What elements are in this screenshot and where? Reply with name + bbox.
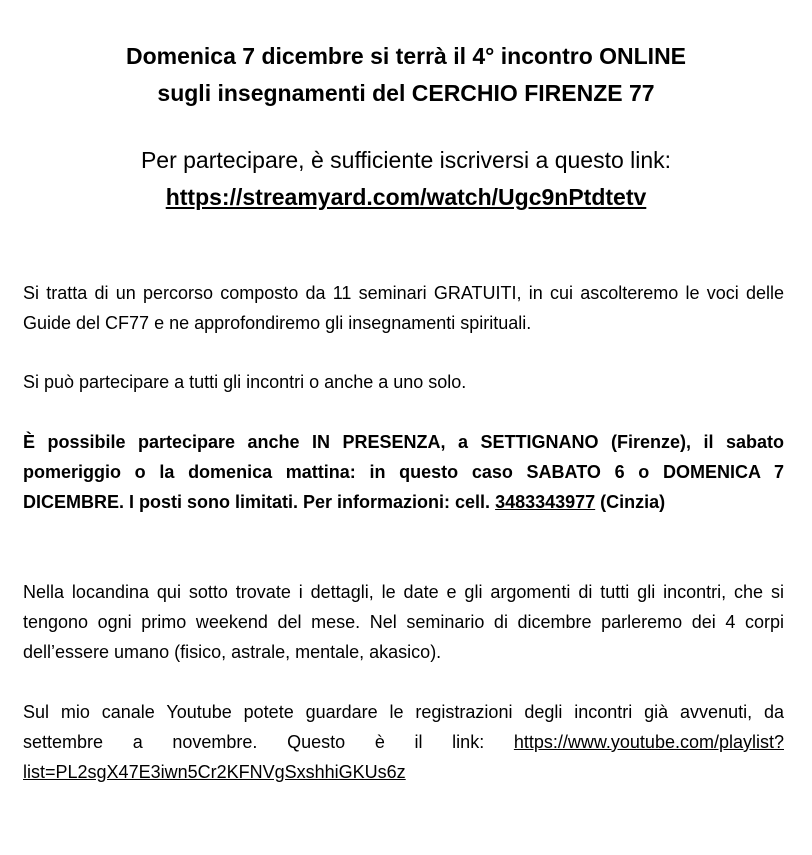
headline-line-1: Domenica 7 dicembre si terrà il 4° incontro ONLINE [125, 43, 687, 69]
signup-intro: Per partecipare, è sufficiente iscriversi a questo link: [140, 147, 672, 173]
paragraph-participation: Si può partecipare a tutti gli incontri o anche a uno solo. [23, 372, 467, 392]
paragraph-in-person [23, 427, 784, 517]
contact-name: (Cinzia) [595, 492, 666, 512]
streamyard-link-container [0, 179, 812, 216]
youtube-text: Sul mio canale Youtube potete guardare le registrazioni degli incontri già avvenuti, da settembre a novembre. Questo è il link: [23, 702, 784, 752]
in-person-text: È possibile partecipare anche IN PRESENZA, a SETTIGNANO (Firenze), il sabato pomeriggio o la domenica mattina: in questo caso SABATO 6 o DOMENICA 7 DICEMBRE. I posti sono limitati. Per informazioni: cell. [23, 432, 784, 512]
streamyard-link[interactable]: https://streamyard.com/watch/Ugc9nPtdtetv [165, 184, 647, 210]
youtube-playlist-link[interactable]: https://www.youtube.com/playlist?list=PL2sgX47E3iwn5Cr2KFNVgSxshhiGKUs6z [23, 732, 784, 782]
paragraph-poster-details: Nella locandina qui sotto trovate i dettagli, le date e gli argomenti di tutti gli incontri, che si tengono ogni primo weekend del mese. Nel seminario di dicembre parleremo dei 4 corpi dell’essere umano (fisico, astrale, mentale, akasico). [23, 582, 784, 662]
paragraph-course-description: Si tratta di un percorso composto da 11 seminari GRATUITI, in cui ascolteremo le voci delle Guide del CF77 e ne approfondiremo gli insegnamenti spirituali. [23, 283, 784, 333]
phone-link[interactable]: 3483343977 [495, 492, 596, 512]
headline-line-2: sugli insegnamenti del CERCHIO FIRENZE 77 [157, 80, 655, 106]
paragraph-youtube [23, 697, 784, 787]
